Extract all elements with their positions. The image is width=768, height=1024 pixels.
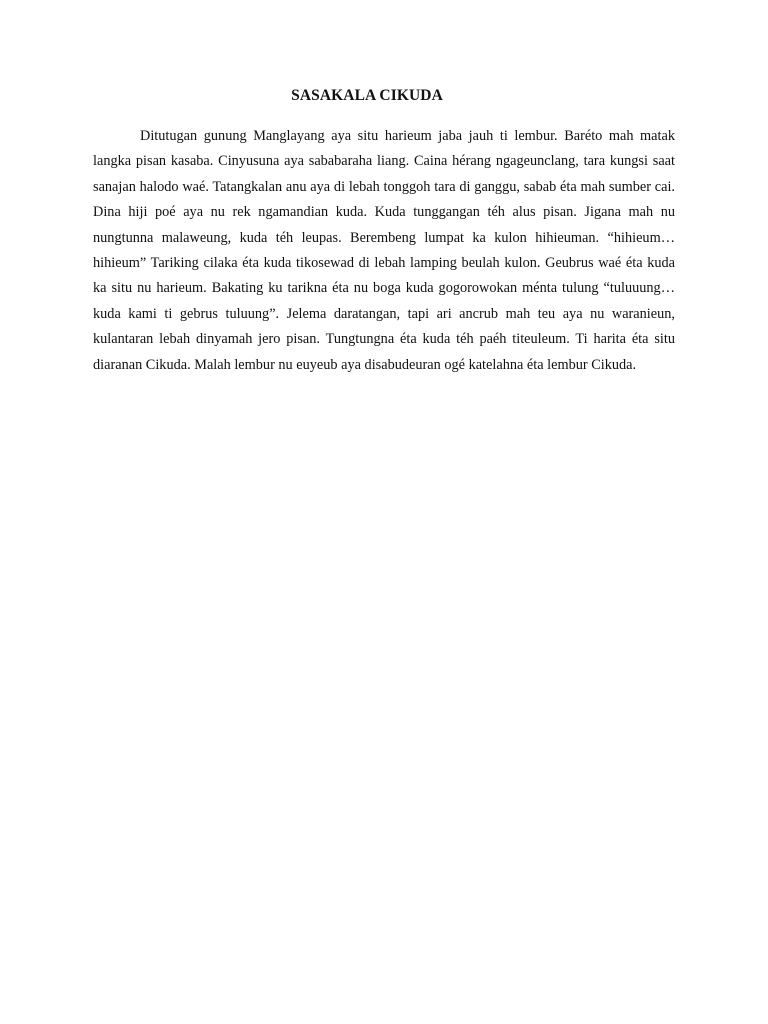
document-title: SASAKALA CIKUDA	[291, 87, 443, 104]
story-paragraph: Ditutugan gunung Manglayang aya situ harieum jaba jauh ti lembur. Baréto mah matak langka pisan kasaba. Cinyusuna aya sababaraha liang. Caina hérang ngageunclang, tara kungsi saat sanajan halodo waé. Tatangkalan anu aya di lebah tonggoh tara di ganggu, sabab éta mah sumber cai. Dina hiji poé aya nu rek ngamandian kuda. Kuda tunggangan téh alus pisan. Jigana mah nu nungtunna malaweung, kuda téh leupas. Berembeng lumpat ka kulon hihieuman. “hihieum… hihieum” Tariking cilaka éta kuda tikosewad di lebah lamping beulah kulon. Geubrus waé éta kuda ka situ nu harieum. Bakating ku tarikna éta nu boga kuda gogorowokan ménta tulung “tuluuung… kuda kami ti gebrus tuluung”. Jelema daratangan, tapi ari ancrub mah teu aya nu waranieun, kulantaran lebah dinyamah jero pisan. Tungtungna éta kuda téh paéh titeuleum. Ti harita éta situ diaranan Cikuda. Malah lembur nu euyeub aya disabudeuran ogé katelahna éta lembur Cikuda.	[93, 128, 675, 373]
